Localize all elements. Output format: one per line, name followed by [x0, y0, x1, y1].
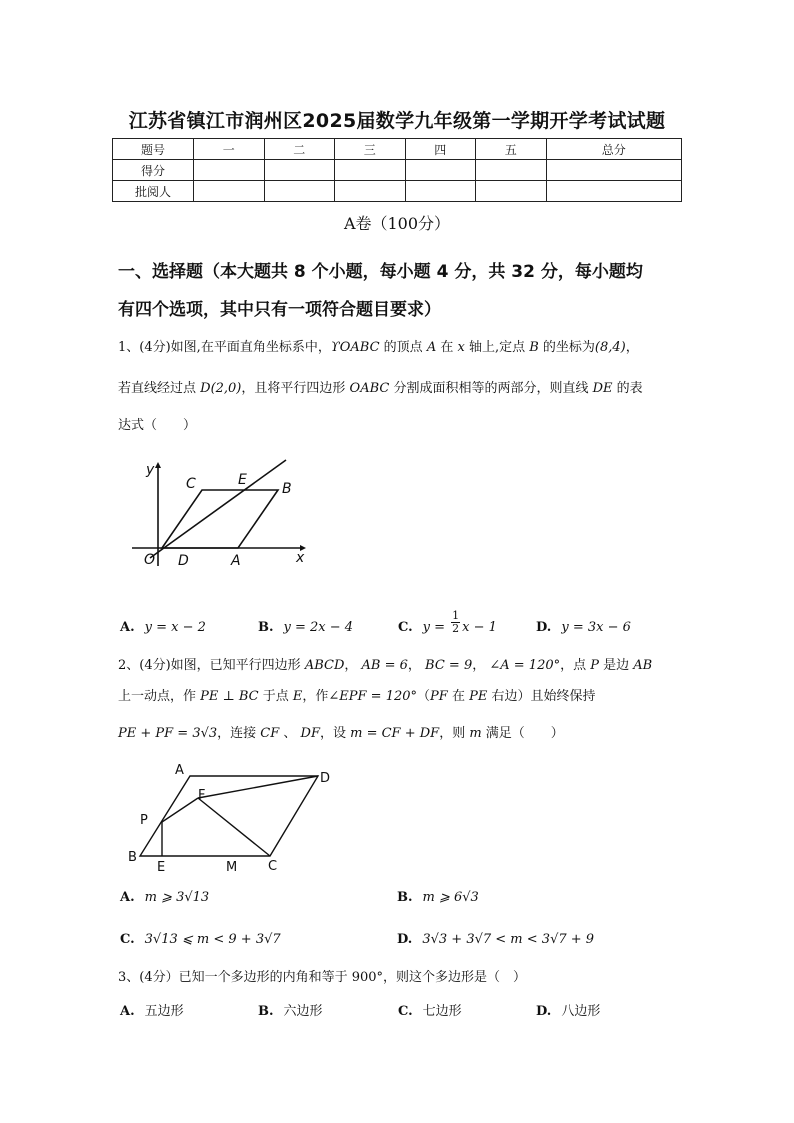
- exam-title: 江苏省镇江市润州区2025届数学九年级第一学期开学考试试题: [128, 110, 666, 132]
- section-heading: [118, 253, 698, 329]
- option-label: A.: [120, 620, 135, 635]
- fig1-label-e: E: [238, 472, 247, 488]
- segment-fc: [198, 798, 270, 856]
- option-text: y =: [422, 620, 446, 635]
- option-label: A.: [120, 890, 135, 905]
- fig1-label-x: x: [296, 550, 305, 566]
- q3-option-a[interactable]: [120, 1000, 184, 1019]
- option-text: y = 3x − 6: [561, 620, 631, 635]
- q1-math: D(2,0): [200, 381, 242, 396]
- q2-text: 满足（ ）: [481, 726, 564, 741]
- option-text: y = x − 2: [144, 620, 206, 635]
- fig2-label-f: F: [198, 788, 206, 803]
- volume-heading: A卷（100分）: [343, 214, 451, 233]
- score-cell: [335, 160, 406, 181]
- q2-math: E: [292, 689, 303, 704]
- option-label: D.: [536, 1004, 552, 1019]
- option-text: 3√13 ⩽ m < 9 + 3√7: [144, 932, 281, 947]
- q1-text: 的坐标为: [538, 340, 595, 355]
- q2-math: P: [590, 658, 600, 673]
- q1-option-c[interactable]: [398, 609, 497, 635]
- q3-option-b[interactable]: [258, 1000, 323, 1019]
- q1-text: 若直线经过点: [118, 381, 201, 396]
- option-text: 七边形: [422, 1004, 462, 1019]
- section-heading-line: 一、选择题（本大题共 8 个小题，每小题 4 分，共 32 分，每小题均: [118, 262, 643, 282]
- option-text: 八边形: [561, 1004, 601, 1019]
- option-label: A.: [120, 1004, 135, 1019]
- q1-math: DE: [592, 381, 613, 396]
- q2-math: PE: [469, 689, 488, 704]
- q2-text: ，: [472, 658, 490, 673]
- fig2-label-e: E: [157, 860, 166, 875]
- fraction-denominator: 2: [452, 622, 460, 635]
- fig1-label-b: B: [282, 481, 292, 497]
- q1-text: 轴上,定点: [464, 340, 530, 355]
- option-label: B.: [258, 1004, 274, 1019]
- score-table-row: [113, 160, 682, 181]
- q2-text: ，: [344, 658, 362, 673]
- fig2-label-b: B: [128, 850, 137, 865]
- option-label: C.: [398, 1004, 413, 1019]
- q2-option-b[interactable]: [397, 890, 479, 905]
- q3-option-c[interactable]: [398, 1000, 462, 1019]
- score-header-cell: 二: [264, 139, 335, 160]
- q1-option-d[interactable]: [536, 620, 631, 635]
- q2-math: AB: [633, 658, 653, 673]
- option-label: C.: [120, 932, 135, 947]
- score-cell: [194, 181, 265, 202]
- q2-text: ，点: [560, 658, 591, 673]
- segment-fd: [198, 776, 318, 798]
- q2-option-c[interactable]: [120, 932, 281, 947]
- fig1-label-a: A: [231, 553, 241, 569]
- score-cell: [546, 181, 682, 202]
- y-axis-arrow: [155, 462, 161, 468]
- score-header-cell: 五: [476, 139, 547, 160]
- question-1-line-3: 达式（ ）: [118, 418, 197, 433]
- q2-math: DF: [300, 726, 320, 741]
- q2-text: 、: [279, 726, 301, 741]
- score-header-cell: 四: [405, 139, 476, 160]
- q2-math: m: [469, 726, 482, 741]
- score-header-cell: 三: [335, 139, 406, 160]
- fig2-label-c: C: [268, 859, 278, 874]
- q2-option-a[interactable]: [120, 890, 209, 905]
- score-row-label: 得分: [113, 160, 194, 181]
- score-header-cell: 一: [194, 139, 265, 160]
- score-cell: [476, 160, 547, 181]
- score-cell: [264, 181, 335, 202]
- q2-math: PE ⊥ BC: [200, 689, 259, 704]
- fig1-label-o: O: [144, 552, 156, 568]
- score-cell: [405, 181, 476, 202]
- fig1-label-d: D: [178, 553, 189, 569]
- q2-math: BC = 9: [425, 658, 473, 673]
- q1-text: 分割成面积相等的两部分，则直线: [389, 381, 593, 396]
- q2-text: ，作: [302, 689, 329, 704]
- q1-math: B: [529, 340, 539, 355]
- q2-text: 右边）且始终保持: [487, 689, 596, 704]
- fraction-numerator: 1: [452, 609, 460, 622]
- score-table: [112, 138, 682, 202]
- q2-text: ，连接: [217, 726, 261, 741]
- q1-text: 在: [436, 340, 458, 355]
- q2-math: PE + PF = 3√3: [118, 726, 218, 741]
- q2-math: CF: [260, 726, 280, 741]
- question-1-line-1: [118, 338, 688, 358]
- option-text: 六边形: [283, 1004, 323, 1019]
- score-row-label: 批阅人: [113, 181, 194, 202]
- score-table-header-row: [113, 139, 682, 160]
- q2-text: （: [417, 689, 431, 704]
- option-label: D.: [397, 932, 413, 947]
- score-cell: [405, 160, 476, 181]
- score-table-row: [113, 181, 682, 202]
- q1-math: x: [457, 340, 465, 355]
- option-text: m ⩾ 3√13: [144, 890, 210, 905]
- fraction: [451, 610, 460, 635]
- score-header-cell: 题号: [113, 139, 194, 160]
- option-text: x − 1: [462, 620, 497, 635]
- option-text: m ⩾ 6√3: [422, 890, 479, 905]
- q2-text: ，则: [439, 726, 470, 741]
- option-label: D.: [536, 620, 552, 635]
- fig1-label-c: C: [186, 476, 196, 492]
- q2-math: ∠EPF = 120°: [328, 689, 418, 704]
- figure-2-parallelogram: [120, 758, 340, 876]
- fig2-label-a: A: [175, 763, 184, 778]
- q1-text: 的顶点: [379, 340, 427, 355]
- fig1-label-y: y: [146, 462, 155, 478]
- q2-option-d[interactable]: [397, 932, 594, 947]
- question-2-line-3: [118, 724, 688, 744]
- q2-math: PF: [430, 689, 448, 704]
- score-cell: [546, 160, 682, 181]
- q2-math: ABCD: [304, 658, 345, 673]
- score-cell: [476, 181, 547, 202]
- option-text: 五边形: [144, 1004, 184, 1019]
- option-label: B.: [258, 620, 274, 635]
- figure-1-coordinate-plane: [128, 458, 308, 570]
- q1-text: 的表: [612, 381, 643, 396]
- q1-math: ϒOABC: [330, 340, 380, 355]
- q1-option-a[interactable]: [120, 620, 206, 635]
- q1-option-b[interactable]: [258, 620, 353, 635]
- question-3-stem: 3、(4分）已知一个多边形的内角和等于 900°，则这个多边形是（ ）: [118, 970, 527, 985]
- question-2-line-1: [118, 656, 688, 676]
- section-heading-line: 有四个选项，其中只有一项符合题目要求）: [118, 300, 441, 320]
- q1-text: ，: [625, 340, 639, 355]
- q1-text: 1、(4分)如图,在平面直角坐标系中，: [118, 340, 331, 355]
- fig2-label-d: D: [320, 771, 331, 786]
- q2-text: 于点: [258, 689, 293, 704]
- option-text: 3√3 + 3√7 < m < 3√7 + 9: [422, 932, 595, 947]
- q1-math: A: [426, 340, 437, 355]
- q2-text: 在: [447, 689, 470, 704]
- score-cell: [194, 160, 265, 181]
- q2-math: m = CF + DF: [350, 726, 440, 741]
- option-text: y = 2x − 4: [283, 620, 354, 635]
- option-label: C.: [398, 620, 413, 635]
- q1-math: (8,4): [594, 340, 626, 355]
- q2-text: ，设: [319, 726, 351, 741]
- parallelogram-oabc: [162, 490, 278, 548]
- score-cell: [264, 160, 335, 181]
- q2-text: 2、(4分)如图，已知平行四边形: [118, 658, 305, 673]
- q3-option-d[interactable]: [536, 1000, 600, 1019]
- score-cell: [335, 181, 406, 202]
- question-2-line-2: [118, 687, 688, 707]
- q1-text: ，且将平行四边形: [241, 381, 350, 396]
- q2-text: 上一动点，作: [118, 689, 201, 704]
- q2-math: ∠A = 120°: [489, 658, 561, 673]
- segment-pf: [162, 798, 198, 822]
- fig2-label-m: M: [226, 860, 238, 875]
- score-header-cell: 总分: [546, 139, 682, 160]
- q1-math: OABC: [349, 381, 390, 396]
- question-1-line-2: [118, 379, 688, 399]
- q2-text: ，: [407, 658, 426, 673]
- q2-text: 是边: [599, 658, 634, 673]
- option-label: B.: [397, 890, 413, 905]
- q2-math: AB = 6: [361, 658, 408, 673]
- fig2-label-p: P: [140, 813, 148, 828]
- parallelogram-abcd: [140, 776, 318, 856]
